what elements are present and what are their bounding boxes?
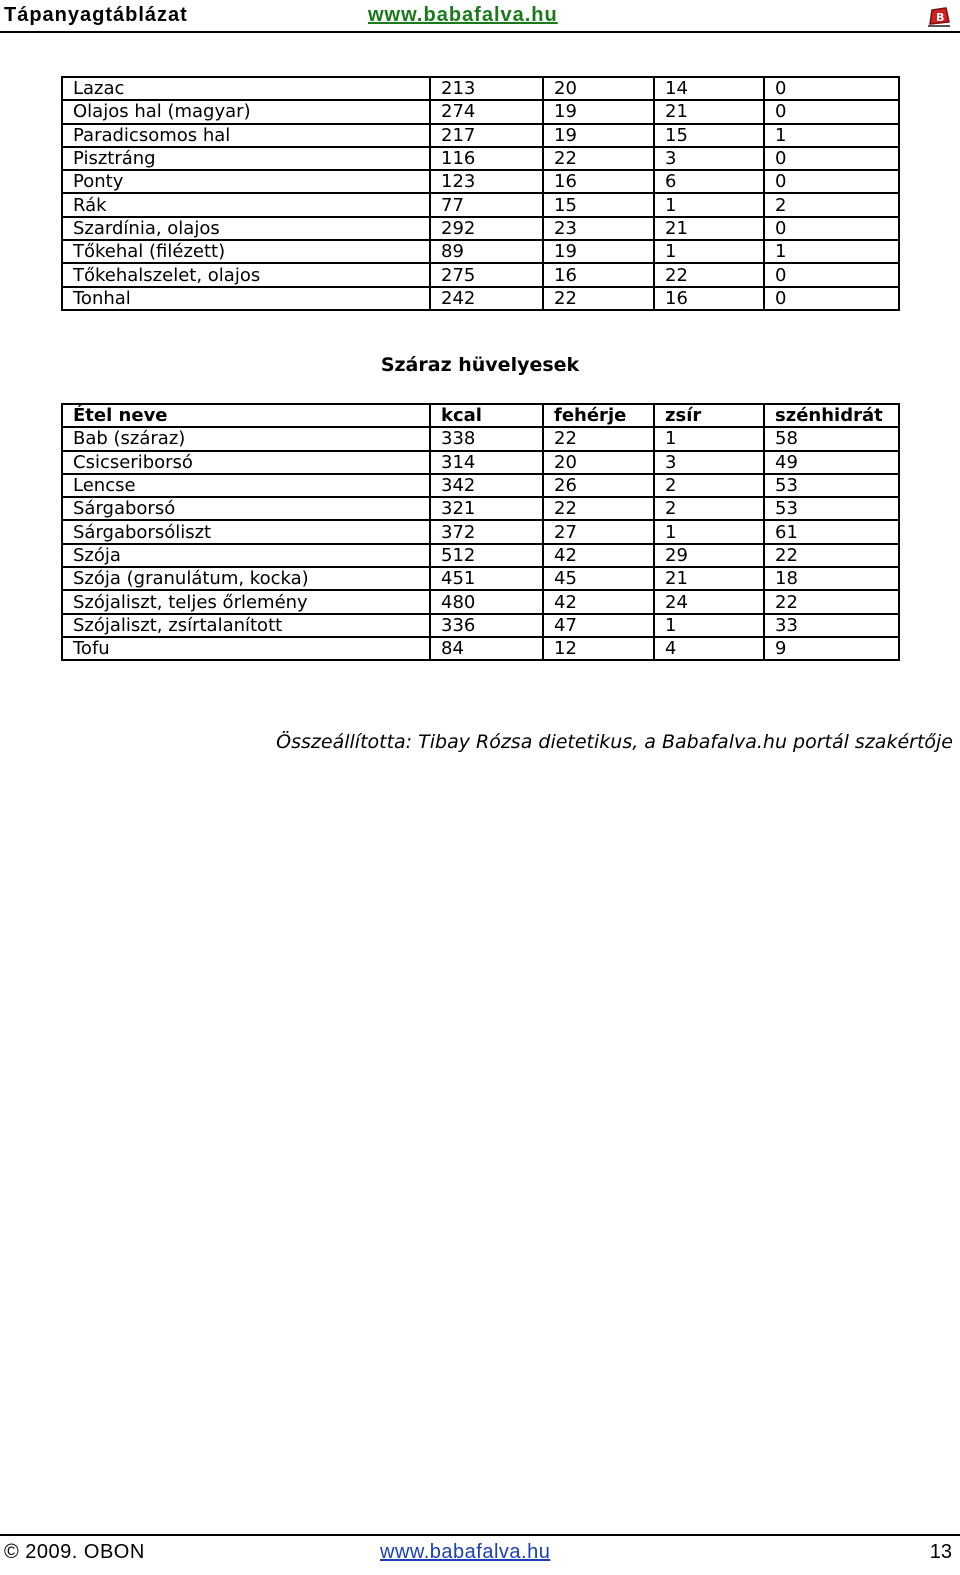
- cell-carb: 22: [764, 590, 899, 613]
- cell-fat: 6: [654, 170, 764, 193]
- cell-kcal: 292: [430, 217, 543, 240]
- table-row: [62, 637, 899, 660]
- cell-carb: 0: [764, 287, 899, 310]
- cell-carb: 58: [764, 427, 899, 450]
- cell-kcal: 217: [430, 124, 543, 147]
- cell-fat: 2: [654, 474, 764, 497]
- cell-protein: 19: [543, 124, 654, 147]
- cell-carb: 33: [764, 614, 899, 637]
- cell-protein: 47: [543, 614, 654, 637]
- cell-carb: 0: [764, 263, 899, 286]
- cell-food: Tőkehalszelet, olajos: [62, 263, 430, 286]
- table-row: [62, 590, 899, 613]
- cell-carb: 0: [764, 217, 899, 240]
- cell-food: Tőkehal (filézett): [62, 240, 430, 263]
- table-row: [62, 497, 899, 520]
- cell-kcal: 274: [430, 100, 543, 123]
- cell-fat: 14: [654, 77, 764, 100]
- cell-fat: 16: [654, 287, 764, 310]
- column-header-kcal: kcal: [430, 404, 543, 427]
- legumes-table: [61, 403, 900, 661]
- cell-protein: 27: [543, 520, 654, 543]
- cell-protein: 22: [543, 287, 654, 310]
- cell-kcal: 77: [430, 193, 543, 216]
- cell-food: Lencse: [62, 474, 430, 497]
- cell-fat: 1: [654, 193, 764, 216]
- table-row: [62, 263, 899, 286]
- table-row: [62, 567, 899, 590]
- table-row: [62, 100, 899, 123]
- cell-fat: 3: [654, 451, 764, 474]
- cell-kcal: 342: [430, 474, 543, 497]
- cell-protein: 19: [543, 100, 654, 123]
- table-row: [62, 287, 899, 310]
- cell-protein: 42: [543, 590, 654, 613]
- copyright-text: © 2009. OBON: [4, 1541, 145, 1563]
- cell-kcal: 512: [430, 544, 543, 567]
- cell-protein: 15: [543, 193, 654, 216]
- cell-food: Sárgaborsó: [62, 497, 430, 520]
- cell-carb: 1: [764, 240, 899, 263]
- cell-food: Szardínia, olajos: [62, 217, 430, 240]
- cell-fat: 24: [654, 590, 764, 613]
- cell-food: Szója (granulátum, kocka): [62, 567, 430, 590]
- cell-fat: 4: [654, 637, 764, 660]
- page-number: 13: [929, 1541, 952, 1563]
- cell-food: Lazac: [62, 77, 430, 100]
- cell-kcal: 242: [430, 287, 543, 310]
- cell-protein: 23: [543, 217, 654, 240]
- column-header-food: Étel neve: [62, 404, 430, 427]
- cell-food: Tonhal: [62, 287, 430, 310]
- cell-kcal: 480: [430, 590, 543, 613]
- cell-food: Paradicsomos hal: [62, 124, 430, 147]
- column-header-fat: zsír: [654, 404, 764, 427]
- column-header-protein: fehérje: [543, 404, 654, 427]
- footer-link[interactable]: www.babafalva.hu: [380, 1541, 551, 1563]
- cell-kcal: 275: [430, 263, 543, 286]
- document-title: Tápanyagtáblázat: [4, 4, 188, 26]
- cell-carb: 0: [764, 170, 899, 193]
- author-credit: Összeállította: Tibay Rózsa dietetikus, a Babafalva.hu portál szakértője: [276, 731, 953, 753]
- cell-fat: 1: [654, 427, 764, 450]
- cell-carb: 22: [764, 544, 899, 567]
- babafalva-logo: [926, 4, 952, 28]
- table-row: [62, 193, 899, 216]
- cell-carb: 9: [764, 637, 899, 660]
- cell-kcal: 321: [430, 497, 543, 520]
- cell-kcal: 336: [430, 614, 543, 637]
- cell-kcal: 123: [430, 170, 543, 193]
- cell-food: Szójaliszt, zsírtalanított: [62, 614, 430, 637]
- cell-protein: 42: [543, 544, 654, 567]
- logo-letter: B: [936, 11, 945, 24]
- cell-protein: 20: [543, 77, 654, 100]
- table-row: [62, 77, 899, 100]
- cell-fat: 21: [654, 217, 764, 240]
- cell-food: Bab (száraz): [62, 427, 430, 450]
- cell-carb: 0: [764, 77, 899, 100]
- cell-carb: 53: [764, 474, 899, 497]
- cell-protein: 22: [543, 427, 654, 450]
- table-row: [62, 147, 899, 170]
- cell-carb: 61: [764, 520, 899, 543]
- cell-food: Sárgaborsóliszt: [62, 520, 430, 543]
- cell-carb: 1: [764, 124, 899, 147]
- cell-protein: 26: [543, 474, 654, 497]
- table-row: [62, 124, 899, 147]
- table-row: [62, 474, 899, 497]
- cell-carb: 2: [764, 193, 899, 216]
- cell-protein: 19: [543, 240, 654, 263]
- cell-protein: 16: [543, 170, 654, 193]
- cell-carb: 0: [764, 100, 899, 123]
- cell-food: Szójaliszt, teljes őrlemény: [62, 590, 430, 613]
- cell-food: Tofu: [62, 637, 430, 660]
- cell-carb: 0: [764, 147, 899, 170]
- cell-kcal: 338: [430, 427, 543, 450]
- cell-carb: 53: [764, 497, 899, 520]
- table-row: [62, 544, 899, 567]
- cell-food: Pisztráng: [62, 147, 430, 170]
- cell-fat: 2: [654, 497, 764, 520]
- fish-table: [61, 76, 900, 311]
- cell-fat: 21: [654, 100, 764, 123]
- cell-protein: 22: [543, 497, 654, 520]
- cell-fat: 29: [654, 544, 764, 567]
- table-row: [62, 170, 899, 193]
- cell-food: Olajos hal (magyar): [62, 100, 430, 123]
- cell-kcal: 451: [430, 567, 543, 590]
- page-header: [0, 0, 960, 33]
- cell-food: Rák: [62, 193, 430, 216]
- cell-kcal: 314: [430, 451, 543, 474]
- cell-protein: 12: [543, 637, 654, 660]
- cell-kcal: 116: [430, 147, 543, 170]
- cell-kcal: 372: [430, 520, 543, 543]
- cell-protein: 16: [543, 263, 654, 286]
- cell-kcal: 89: [430, 240, 543, 263]
- table-row: [62, 427, 899, 450]
- cell-fat: 1: [654, 614, 764, 637]
- cell-food: Szója: [62, 544, 430, 567]
- column-header-carb: szénhidrát: [764, 404, 899, 427]
- cell-protein: 20: [543, 451, 654, 474]
- cell-food: Ponty: [62, 170, 430, 193]
- table-row: [62, 520, 899, 543]
- cell-fat: 15: [654, 124, 764, 147]
- cell-fat: 3: [654, 147, 764, 170]
- cell-fat: 21: [654, 567, 764, 590]
- cell-food: Csicseriborsó: [62, 451, 430, 474]
- cell-kcal: 213: [430, 77, 543, 100]
- table-row: [62, 451, 899, 474]
- cell-protein: 45: [543, 567, 654, 590]
- cell-carb: 49: [764, 451, 899, 474]
- cell-kcal: 84: [430, 637, 543, 660]
- header-link[interactable]: www.babafalva.hu: [368, 4, 558, 26]
- table-header-row: [62, 404, 899, 427]
- section-title: Száraz hüvelyesek: [380, 354, 580, 376]
- table-row: [62, 614, 899, 637]
- table-row: [62, 217, 899, 240]
- cell-fat: 22: [654, 263, 764, 286]
- cell-fat: 1: [654, 240, 764, 263]
- cell-carb: 18: [764, 567, 899, 590]
- cell-protein: 22: [543, 147, 654, 170]
- cell-fat: 1: [654, 520, 764, 543]
- page-footer: [0, 1534, 960, 1575]
- table-row: [62, 240, 899, 263]
